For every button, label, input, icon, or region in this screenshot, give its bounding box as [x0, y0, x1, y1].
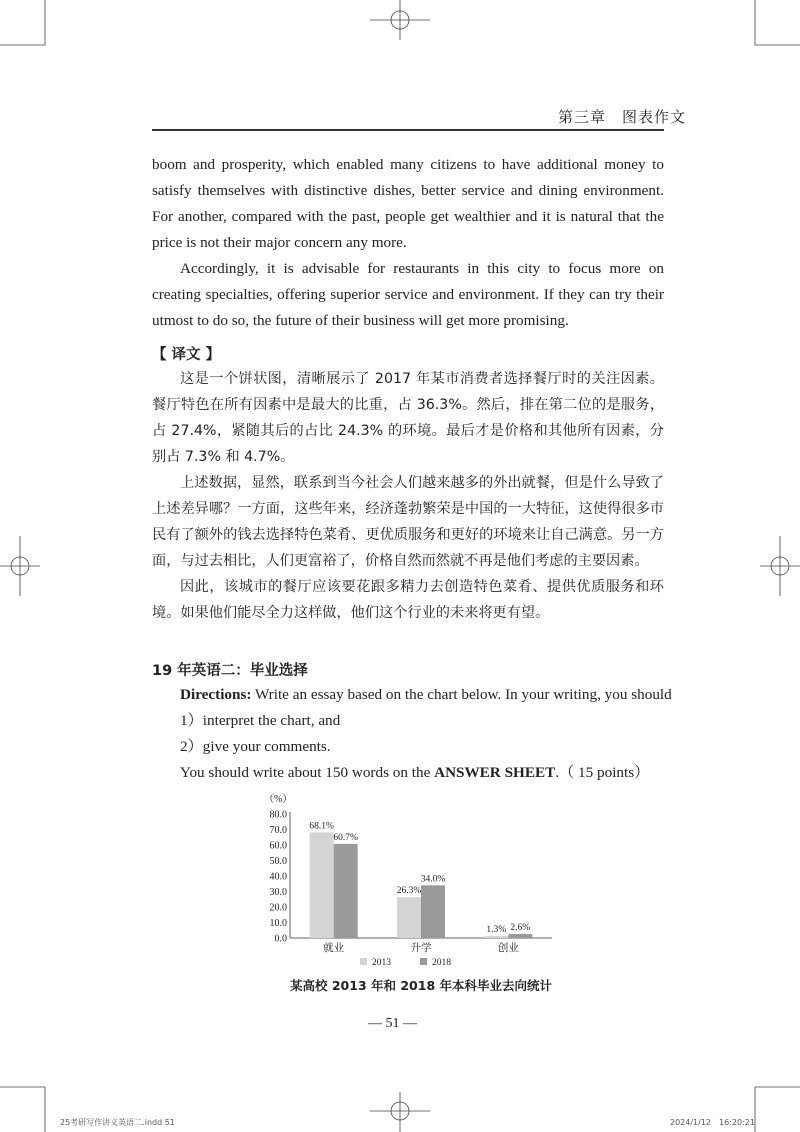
- data-label: 2.6%: [510, 922, 531, 933]
- x-tick-label: 就业: [323, 943, 345, 954]
- y-axis-unit: （%）: [264, 794, 293, 805]
- bar: [421, 885, 445, 938]
- bar: [310, 832, 334, 938]
- legend-swatch: [360, 958, 367, 965]
- translation-heading: 【 译文 】: [152, 347, 221, 363]
- x-tick-label: 创业: [497, 943, 519, 954]
- footer-timestamp: 2024/1/12 16:20:21: [670, 1118, 755, 1127]
- directions-item-1: 1）interpret the chart, and: [180, 712, 341, 729]
- requirement-suffix: .（ 15 points）: [555, 764, 650, 781]
- y-tick-label: 50.0: [269, 856, 287, 867]
- translation-paragraph-1: 这是一个饼状图，清晰展示了 2017 年某市消费者选择餐厅时的关注因素。餐厅特色在所有因素中是最大的比重，占 36.3%。然后，排在第二位的是服务，占 27.4%，紧随其后的占比 24.3% 的环境。最后才是价格和其他所有因素，分别占 7.3% 和 4.7%。: [152, 371, 664, 465]
- page-number: — 51 —: [368, 1016, 417, 1031]
- y-tick-label: 60.0: [269, 840, 287, 852]
- word-requirement: [180, 760, 649, 786]
- legend-label: 2013: [372, 958, 391, 968]
- legend-swatch: [420, 958, 427, 965]
- bar: [484, 936, 508, 938]
- data-label: 34.0%: [420, 874, 446, 885]
- english-body: [152, 152, 664, 334]
- english-paragraph-2: Accordingly, it is advisable for restaurants in this city to focus more on creating specialties, offering superior service and environment. If they can try their utmost to do so, the future of their business will get more promising.: [152, 260, 664, 329]
- y-tick-label: 80.0: [269, 809, 287, 821]
- section-title: 19 年英语二：毕业选择: [152, 663, 308, 679]
- bar: [508, 934, 532, 938]
- data-label: 1.3%: [486, 924, 507, 935]
- directions-label: Directions:: [180, 686, 252, 703]
- bar: [397, 897, 421, 938]
- english-paragraph-1: boom and prosperity, which enabled many citizens to have additional money to satisfy themselves with distinctive dishes, better service and dining environment. For another, compared with the past, people get wealthier and it is natural that the price is not their major concern any more.: [152, 156, 664, 251]
- y-tick-label: 10.0: [269, 918, 287, 929]
- translation-body: [152, 366, 664, 626]
- chapter-header: 第三章 图表作文: [558, 108, 687, 126]
- header-rule: [152, 129, 664, 131]
- chart-caption: 某高校 2013 年和 2018 年本科毕业去向统计: [290, 978, 552, 993]
- translation-paragraph-3: 因此，该城市的餐厅应该要花跟多精力去创造特色菜肴、提供优质服务和环境。如果他们能尽全力这样做，他们这个行业的未来将更有望。: [152, 579, 664, 621]
- legend-label: 2018: [432, 958, 451, 968]
- y-tick-label: 70.0: [269, 825, 287, 836]
- y-tick-label: 30.0: [269, 887, 287, 898]
- directions-item-2: 2）give your comments.: [180, 738, 331, 755]
- y-tick-label: 20.0: [269, 902, 287, 914]
- requirement-prefix: You should write about 150 words on the: [180, 764, 435, 781]
- data-label: 60.7%: [333, 832, 358, 843]
- data-label: 26.3%: [396, 886, 422, 897]
- data-label: 68.1%: [309, 821, 334, 832]
- y-tick-label: 40.0: [269, 871, 287, 883]
- answer-sheet-label: ANSWER SHEET: [434, 764, 556, 781]
- x-tick-label: 升学: [410, 943, 432, 954]
- graduation-bar-chart: [260, 790, 560, 970]
- footer-file-name: 25考研写作讲义英语二.indd 51: [60, 1118, 175, 1127]
- y-tick-label: 0.0: [274, 933, 287, 945]
- directions-line: [180, 682, 672, 708]
- translation-paragraph-2: 上述数据，显然，联系到当今社会人们越来越多的外出就餐，但是什么导致了上述差异哪？一方面，这些年来，经济蓬勃繁荣是中国的一大特征，这使得很多市民有了额外的钱去选择特色菜肴、更优质服务和更好的环境来让自己满意。另一方面，与过去相比，人们更富裕了，价格自然而然就不再是他们考虑的主要因素。: [152, 475, 664, 569]
- directions-text: Write an essay based on the chart below. In your writing, you should: [251, 686, 672, 703]
- bar: [334, 844, 358, 938]
